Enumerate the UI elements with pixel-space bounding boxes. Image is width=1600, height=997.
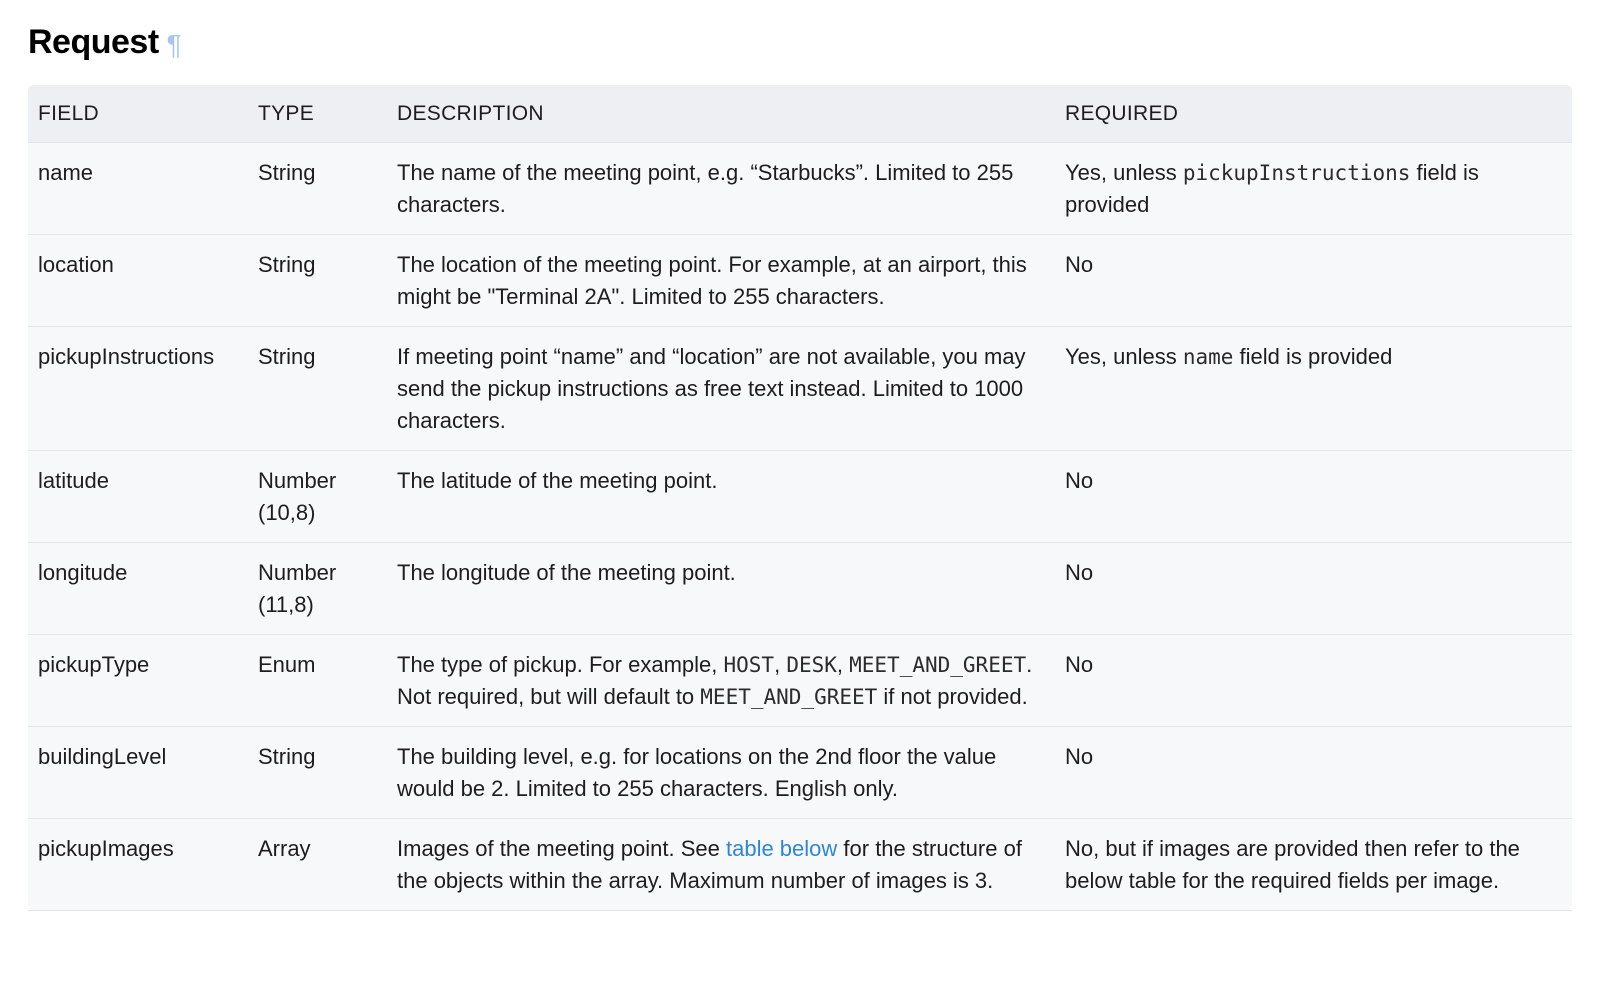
field-cell: pickupType	[28, 635, 248, 727]
table-row	[28, 451, 1572, 543]
type-cell: Number (11,8)	[248, 543, 387, 635]
description-text: for the structure of the objects within the array. Maximum number of images is 3.	[397, 836, 1022, 893]
required-cell: No, but if images are provided then refer to the below table for the required fields per image.	[1055, 819, 1572, 911]
table-row	[28, 143, 1572, 235]
field-cell: pickupInstructions	[28, 327, 248, 451]
column-header-type: TYPE	[248, 85, 387, 143]
type-cell: Number (10,8)	[248, 451, 387, 543]
description-cell	[387, 635, 1055, 727]
inline-code: HOST	[723, 653, 775, 677]
type-cell: String	[248, 327, 387, 451]
permalink-pilcrow-icon[interactable]: ¶	[166, 29, 182, 60]
description-cell: The latitude of the meeting point.	[387, 451, 1055, 543]
required-text: field is provided	[1065, 160, 1479, 217]
required-cell: No	[1055, 727, 1572, 819]
description-text: ,	[774, 652, 787, 677]
description-text: Images of the meeting point. See	[397, 836, 726, 861]
type-cell: Array	[248, 819, 387, 911]
column-header-field: FIELD	[28, 85, 248, 143]
field-cell: name	[28, 143, 248, 235]
table-row	[28, 635, 1572, 727]
required-cell: No	[1055, 235, 1572, 327]
description-text: . Not required, but will default to	[397, 652, 1033, 709]
required-cell: No	[1055, 451, 1572, 543]
inline-code: name	[1182, 345, 1234, 369]
section-heading	[28, 0, 1572, 70]
required-text: field is provided	[1233, 344, 1393, 369]
table-row	[28, 327, 1572, 451]
description-cell: The name of the meeting point, e.g. “Starbucks”. Limited to 255 characters.	[387, 143, 1055, 235]
column-header-description: DESCRIPTION	[387, 85, 1055, 143]
field-cell: pickupImages	[28, 819, 248, 911]
description-cell: The building level, e.g. for locations on the 2nd floor the value would be 2. Limited to 255 characters. English only.	[387, 727, 1055, 819]
table-row	[28, 727, 1572, 819]
field-cell: buildingLevel	[28, 727, 248, 819]
table-header-row	[28, 85, 1572, 143]
type-cell: Enum	[248, 635, 387, 727]
inline-code: pickupInstructions	[1182, 161, 1411, 185]
table-row	[28, 543, 1572, 635]
inline-code: DESK	[786, 653, 837, 677]
section-heading-text: Request	[28, 22, 159, 61]
request-fields-table	[28, 85, 1572, 911]
required-text: Yes, unless	[1065, 160, 1183, 185]
description-cell: The longitude of the meeting point.	[387, 543, 1055, 635]
description-cell: The location of the meeting point. For example, at an airport, this might be "Terminal 2A". Limited to 255 characters.	[387, 235, 1055, 327]
description-text: ,	[836, 652, 850, 677]
required-cell	[1055, 143, 1572, 235]
inline-code: MEET_AND_GREET	[849, 653, 1027, 677]
page	[28, 0, 1572, 893]
inline-code: MEET_AND_GREET	[700, 685, 878, 709]
table-row	[28, 235, 1572, 327]
field-cell: latitude	[28, 451, 248, 543]
table-row	[28, 819, 1572, 911]
description-text: The type of pickup. For example,	[397, 652, 724, 677]
type-cell: String	[248, 143, 387, 235]
required-cell	[1055, 327, 1572, 451]
column-header-required: REQUIRED	[1055, 85, 1572, 143]
field-cell: longitude	[28, 543, 248, 635]
required-cell: No	[1055, 635, 1572, 727]
description-cell	[387, 819, 1055, 911]
required-text: Yes, unless	[1065, 344, 1183, 369]
type-cell: String	[248, 727, 387, 819]
type-cell: String	[248, 235, 387, 327]
description-cell: If meeting point “name” and “location” are not available, you may send the pickup instructions as free text instead. Limited to 1000 characters.	[387, 327, 1055, 451]
table-below-link[interactable]: table below	[725, 836, 838, 861]
field-cell: location	[28, 235, 248, 327]
required-cell: No	[1055, 543, 1572, 635]
description-text: if not provided.	[877, 684, 1028, 709]
